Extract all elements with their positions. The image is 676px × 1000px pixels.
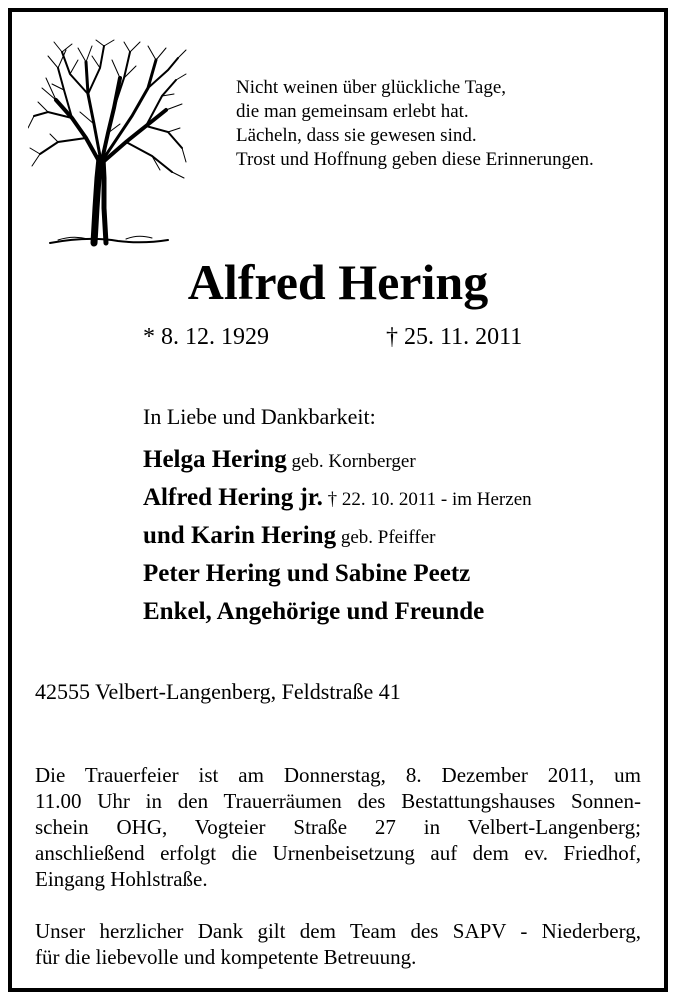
mourner-name: Peter Hering und Sabine Peetz bbox=[143, 560, 471, 587]
poem-line: Lächeln, dass sie gewesen sind. bbox=[236, 125, 477, 146]
mourner-line bbox=[143, 479, 532, 517]
deceased-name: Alfred Hering bbox=[187, 254, 489, 310]
mourner-name: Alfred Hering jr. bbox=[143, 484, 323, 511]
mourners-intro: In Liebe und Dankbarkeit: bbox=[143, 404, 376, 429]
mourner-name: Helga Hering bbox=[143, 446, 287, 473]
death-date: † 25. 11. 2011 bbox=[386, 324, 523, 350]
poem-line: Nicht weinen über glückliche Tage, bbox=[236, 77, 507, 98]
funeral-details bbox=[35, 762, 641, 892]
thanks-line: für die liebevolle und kompetente Betreuung. bbox=[35, 945, 417, 969]
mourner-line bbox=[143, 555, 532, 593]
funeral-line: Eingang Hohlstraße. bbox=[35, 867, 208, 891]
funeral-line: schein OHG, Vogteier Straße 27 in Velbert-Langenberg; bbox=[35, 815, 641, 839]
poem bbox=[236, 76, 594, 172]
mourner-note: geb. Pfeiffer bbox=[336, 527, 436, 548]
mourners-list bbox=[143, 441, 532, 631]
thanks-note bbox=[35, 918, 641, 970]
mourner-note: † 22. 10. 2011 - im Herzen bbox=[322, 489, 532, 510]
address: 42555 Velbert-Langenberg, Feldstraße 41 bbox=[35, 679, 401, 704]
funeral-line: anschließend erfolgt die Urnenbeisetzung auf dem ev. Friedhof, bbox=[35, 841, 641, 865]
mourner-line bbox=[143, 517, 532, 555]
birth-date: * 8. 12. 1929 bbox=[143, 324, 269, 350]
poem-line: Trost und Hoffnung geben diese Erinnerungen. bbox=[236, 149, 594, 170]
mourner-name: und Karin Hering bbox=[143, 522, 337, 549]
funeral-line: 11.00 Uhr in den Trauerräumen des Bestattungshauses Sonnen- bbox=[35, 789, 641, 813]
mourner-name: Enkel, Angehörige und Freunde bbox=[143, 598, 485, 625]
thanks-line: Unser herzlicher Dank gilt dem Team des SAPV - Niederberg, bbox=[35, 919, 641, 943]
mourner-line bbox=[143, 593, 532, 631]
mourner-note: geb. Kornberger bbox=[286, 451, 416, 472]
bare-tree-icon bbox=[28, 38, 188, 250]
poem-line: die man gemeinsam erlebt hat. bbox=[236, 101, 469, 122]
mourner-line bbox=[143, 441, 532, 479]
funeral-line: Die Trauerfeier ist am Donnerstag, 8. Dezember 2011, um bbox=[35, 763, 641, 787]
